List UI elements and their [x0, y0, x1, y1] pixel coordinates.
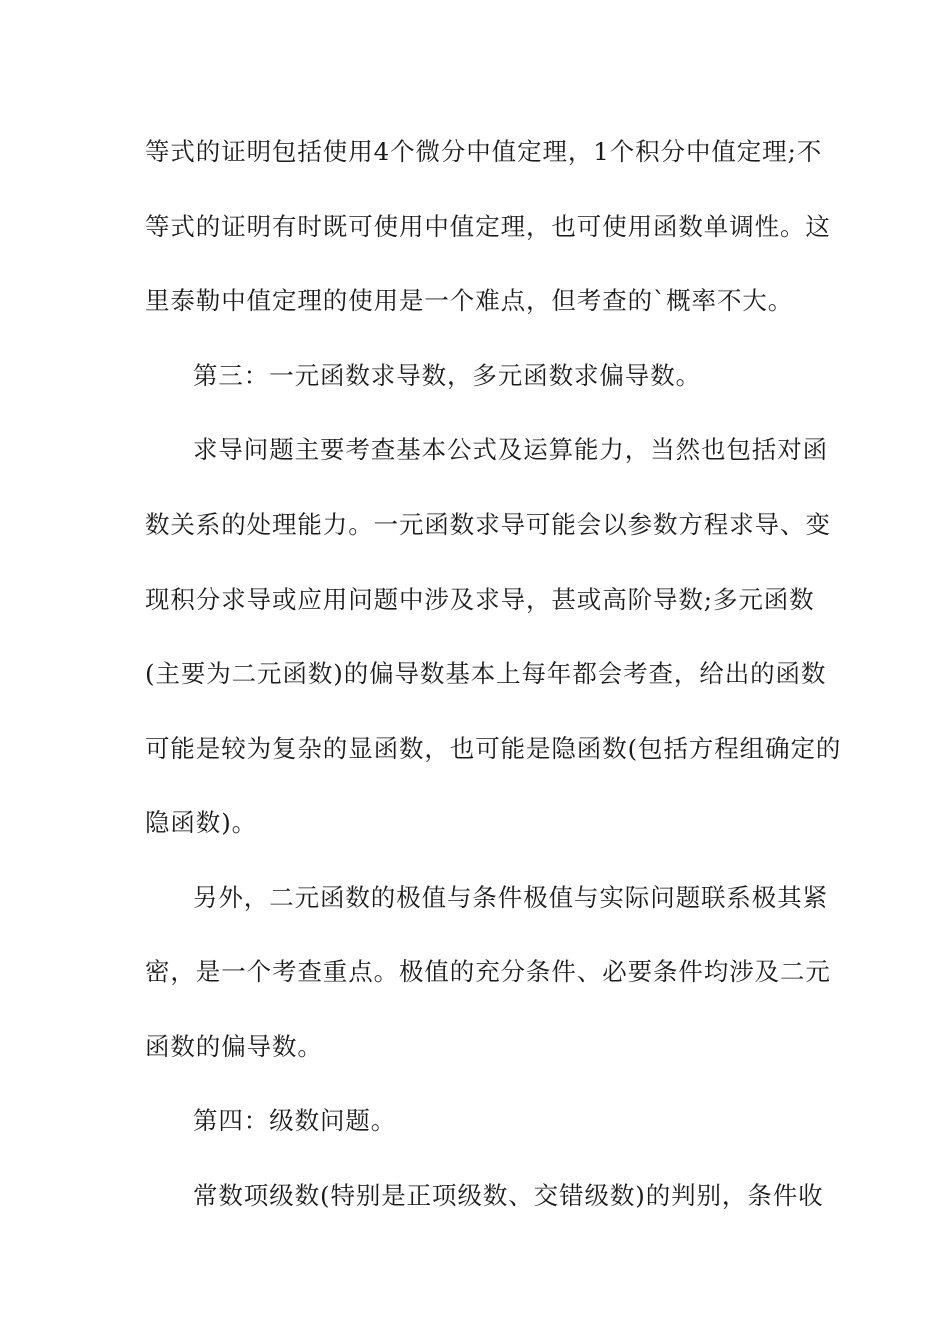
text-line: 可能是较为复杂的显函数，也可能是隐函数(包括方程组确定的: [145, 734, 842, 763]
text-line: 隐函数)。: [145, 808, 258, 837]
text-line: 常数项级数(特别是正项级数、交错级数)的判别，条件收: [193, 1181, 824, 1210]
section-heading: 第三：一元函数求导数，多元函数求偏导数。: [193, 361, 701, 390]
text-line: 等式的证明有时既可使用中值定理，也可使用函数单调性。这: [145, 212, 831, 241]
text-line: 密，是一个考查重点。极值的充分条件、必要条件均涉及二元: [145, 957, 831, 986]
text-line: 里泰勒中值定理的使用是一个难点，但考查的`概率不大。: [145, 286, 794, 315]
text-line: 求导问题主要考查基本公式及运算能力，当然也包括对函: [193, 435, 828, 464]
text-line: 现积分求导或应用问题中涉及求导，甚或高阶导数;多元函数: [145, 585, 815, 614]
text-line: (主要为二元函数)的偏导数基本上每年都会考查，给出的函数: [145, 659, 827, 688]
text-line: 函数的偏导数。: [145, 1032, 323, 1061]
text-line: 另外，二元函数的极值与条件极值与实际问题联系极其紧: [193, 883, 828, 912]
text-line: 数关系的处理能力。一元函数求导可能会以参数方程求导、变: [145, 510, 831, 539]
text-line: 等式的证明包括使用4个微分中值定理，1个积分中值定理;不: [145, 137, 823, 166]
section-heading: 第四：级数问题。: [193, 1106, 397, 1135]
